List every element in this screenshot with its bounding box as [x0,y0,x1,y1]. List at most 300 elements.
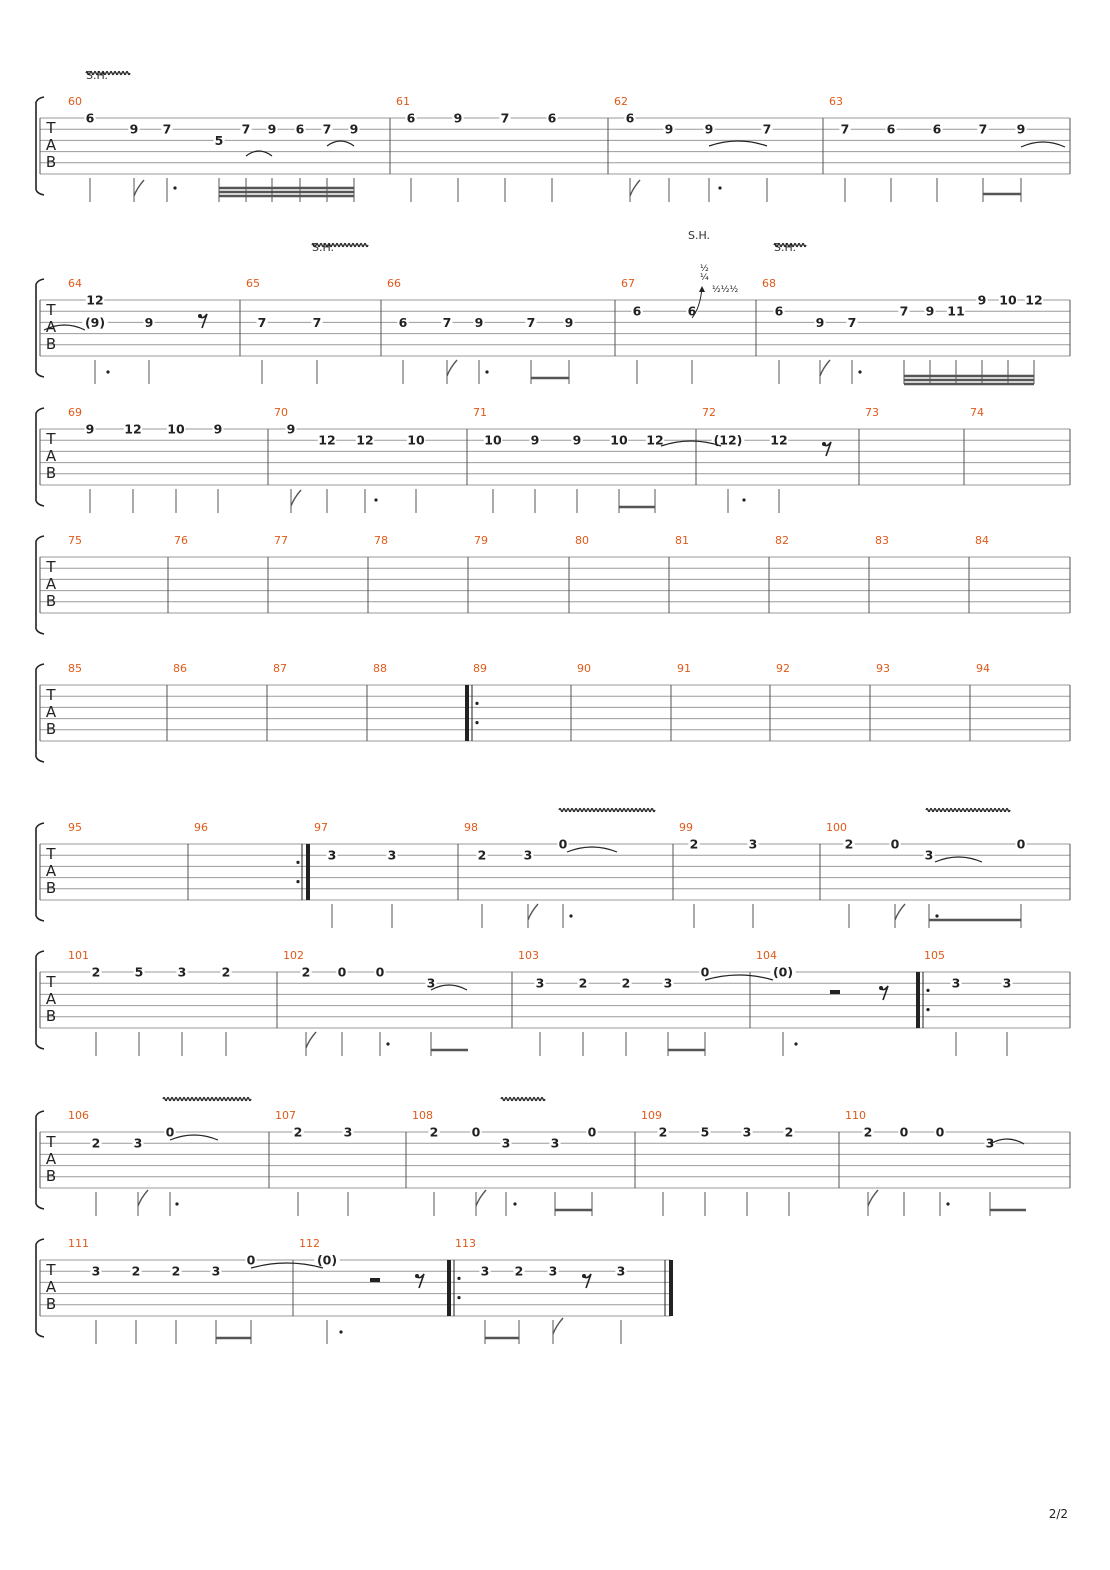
measure-number: 105 [924,949,945,962]
note-flag [291,490,301,506]
measure [406,1109,598,1216]
measure [869,534,889,613]
measure [296,821,397,928]
fret-number: 3 [548,1263,558,1279]
technique-label-sh: S.H. [774,241,797,254]
fret-number: 7 [840,121,850,137]
fret-number: 9 [815,314,825,330]
measure [458,821,569,928]
fret-number: 5 [700,1124,710,1140]
fret-number: 7 [257,314,267,330]
measure-number: 86 [173,662,187,675]
tab-clef-letter: T [46,1133,56,1151]
tie-arc [251,1263,323,1268]
augmentation-dot [794,1042,797,1045]
fret-number: 9 [267,121,277,137]
fret-number: 0 [337,964,347,980]
fret-number: 12 [356,432,374,448]
tab-system [36,406,1070,513]
fret-number: 7 [899,303,909,319]
tab-clef-letter: B [45,464,57,482]
fret-number: 0 [375,964,385,980]
fret-number: 3 [426,975,436,991]
measure-number: 109 [641,1109,662,1122]
measure-number: 64 [68,277,82,290]
note-flag [820,360,830,376]
repeat-dot [475,721,478,724]
fret-number: 2 [293,1124,303,1140]
measure-number: 94 [976,662,990,675]
fret-number: 6 [632,303,642,319]
fret-number: 0 [935,1124,945,1140]
fret-number: 2 [91,1135,101,1151]
measure-number: 62 [614,95,628,108]
fret-number: 3 [387,847,397,863]
repeat-dot [457,1296,460,1299]
measure-number: 106 [68,1109,89,1122]
measure [367,662,387,741]
tie-arc [170,1135,218,1140]
measure-number: 103 [518,949,539,962]
tie-arc [1021,142,1065,147]
tie-arc [705,975,773,980]
measure-number: 102 [283,949,304,962]
measure-number: 78 [374,534,388,547]
augmentation-dot [173,186,176,189]
fret-number: 12 [124,421,142,437]
half-rest [830,990,840,994]
measure [770,662,790,741]
fret-number: 12 [318,432,336,448]
tab-clef-letter: A [45,136,57,154]
repeat-start-barline [916,972,920,1028]
repeat-dot [926,989,929,992]
measure [447,1237,627,1344]
fret-number: 0 [899,1124,909,1140]
fret-number: 12 [770,432,788,448]
measure-number: 63 [829,95,843,108]
tab-system [36,949,1070,1056]
measure [293,1237,340,1344]
measure-number: 87 [273,662,287,675]
measure-number: 81 [675,534,689,547]
fret-number: 12 [646,432,664,448]
note-flag [306,1032,316,1048]
measure [750,949,796,1056]
fret-number: 12 [1025,292,1043,308]
fret-number: 6 [406,110,416,126]
measure-number: 100 [826,821,847,834]
fret-number: 2 [658,1124,668,1140]
repeat-dot [457,1277,460,1280]
fret-number: 6 [398,314,408,330]
vibrato-icon [926,809,1010,812]
fret-number: 7 [847,314,857,330]
fret-number: 2 [621,975,631,991]
measure-number: 85 [68,662,82,675]
repeat-dot [475,702,478,705]
fret-number: 7 [162,121,172,137]
fret-number: 0 [700,964,710,980]
tab-clef-letter: T [46,973,56,991]
augmentation-dot [569,914,572,917]
tie-arc [327,141,354,146]
measure-number: 83 [875,534,889,547]
fret-number: (0) [316,1252,338,1268]
augmentation-dot [374,498,377,501]
augmentation-dot [718,186,721,189]
fret-number: 6 [932,121,942,137]
fret-number: 6 [85,110,95,126]
fret-number: 0 [558,836,568,852]
repeat-start-barline [447,1260,451,1316]
fret-number: 7 [312,314,322,330]
fret-number: 11 [947,303,965,319]
eighth-rest-dot [879,986,883,990]
fret-number: 9 [704,121,714,137]
tab-system [36,229,1070,384]
fret-number: 3 [924,847,934,863]
measure-number: 74 [970,406,984,419]
fret-number: (9) [84,314,106,330]
tab-clef-letter: B [45,1295,57,1313]
note-flag [553,1318,563,1334]
fret-number: 3 [177,964,187,980]
measure-number: 104 [756,949,777,962]
measure-number: 97 [314,821,328,834]
augmentation-dot [742,498,745,501]
note-flag [447,360,457,376]
technique-label-sh: S.H. [312,241,335,254]
measure [615,277,698,384]
tab-clef-letter: A [45,318,57,336]
tab-clef-letter: B [45,335,57,353]
measure [267,662,287,741]
fret-number: 7 [241,121,251,137]
fret-number: 2 [477,847,487,863]
note-flag [868,1190,878,1206]
fret-number: 2 [863,1124,873,1140]
fret-number: 10 [484,432,502,448]
tab-clef-letter: T [46,301,56,319]
fret-number: 2 [514,1263,524,1279]
measure-number: 111 [68,1237,89,1250]
measure-number: 108 [412,1109,433,1122]
fret-number: (12) [713,432,743,448]
fret-number: 3 [748,836,758,852]
tab-clef-letter: T [46,558,56,576]
augmentation-dot [106,370,109,373]
measure [269,1109,354,1216]
bend-amount-label: ¼ [700,273,709,283]
measure [368,534,388,613]
measure [571,662,591,741]
measure [823,95,1027,202]
vibrato-icon [501,1098,545,1101]
measure [569,534,589,613]
measure-number: 89 [473,662,487,675]
measure-number: 66 [387,277,401,290]
augmentation-dot [858,370,861,373]
fret-number: 6 [295,121,305,137]
tab-clef-letter: B [45,1167,57,1185]
fret-number: 6 [774,303,784,319]
augmentation-dot [339,1330,342,1333]
fret-number: 7 [442,314,452,330]
repeat-start-barline [465,685,469,741]
fret-number: 2 [301,964,311,980]
fret-number: 10 [610,432,628,448]
measure [390,95,558,202]
augmentation-dot [386,1042,389,1045]
fret-number: 9 [564,314,574,330]
measure [240,277,323,384]
measure [381,277,575,384]
measure [970,662,990,741]
tie-arc [567,847,617,852]
tab-clef-letter: T [46,119,56,137]
repeat-end-barline [306,844,310,900]
measure-number: 110 [845,1109,866,1122]
note-flag [138,1190,148,1206]
measure-number: 70 [274,406,288,419]
tab-system [36,821,1070,928]
fret-number: 5 [134,964,144,980]
tab-clef-letter: T [46,430,56,448]
measure [40,1109,176,1216]
fret-number: 2 [689,836,699,852]
fret-number: 0 [587,1124,597,1140]
tab-system [36,662,1070,762]
bend-amount-label: ½½½ [712,285,739,295]
bend-amount-label: ½ [700,264,709,274]
note-flag [630,180,640,196]
measure [859,406,879,485]
fret-number: 3 [327,847,337,863]
measure [40,1237,257,1344]
fret-number: 6 [547,110,557,126]
tab-system [36,1237,673,1344]
vibrato-icon [163,1098,251,1101]
fret-number: 10 [167,421,185,437]
measure-number: 99 [679,821,693,834]
measure-number: 88 [373,662,387,675]
fret-number: 3 [985,1135,995,1151]
fret-number: 0 [890,836,900,852]
measure-number: 61 [396,95,410,108]
measure [40,277,155,384]
fret-number: 9 [213,421,223,437]
fret-number: 9 [129,121,139,137]
fret-number: 6 [625,110,635,126]
tab-clef-letter: A [45,1278,57,1296]
augmentation-dot [175,1202,178,1205]
measure-number: 92 [776,662,790,675]
note-flag [134,180,144,196]
repeat-dot [296,861,299,864]
fret-number: 7 [322,121,332,137]
measure-number: 76 [174,534,188,547]
fret-number: 2 [784,1124,794,1140]
vibrato-icon [559,809,655,812]
fret-number: 9 [664,121,674,137]
measure [870,662,890,741]
measure [964,406,984,485]
measure-number: 101 [68,949,89,962]
measure [268,534,288,613]
fret-number: 3 [480,1263,490,1279]
fret-number: 3 [742,1124,752,1140]
technique-label-sh: S.H. [86,69,109,82]
measure-number: 73 [865,406,879,419]
page-number: 2/2 [1048,1507,1068,1521]
fret-number: 6 [886,121,896,137]
fret-number: 3 [951,975,961,991]
augmentation-dot [513,1202,516,1205]
fret-number: 3 [91,1263,101,1279]
fret-number: 2 [429,1124,439,1140]
measure-number: 91 [677,662,691,675]
measure-number: 77 [274,534,288,547]
fret-number: 3 [1002,975,1012,991]
fret-number: 7 [978,121,988,137]
fret-number: 9 [1016,121,1026,137]
measure-number: 69 [68,406,82,419]
measure [969,534,989,613]
tab-clef-letter: A [45,990,57,1008]
measure-number: 79 [474,534,488,547]
fret-number: 0 [246,1252,256,1268]
measure [769,534,789,613]
fret-number: 2 [171,1263,181,1279]
fret-number: 9 [530,432,540,448]
measure [916,949,1013,1056]
tab-system [36,69,1070,202]
fret-number: 9 [286,421,296,437]
eighth-rest-dot [822,442,826,446]
bend-arrowhead-icon [699,286,705,292]
tab-clef-letter: B [45,592,57,610]
fret-number: 9 [977,292,987,308]
measure-number: 75 [68,534,82,547]
fret-number: 3 [523,847,533,863]
fret-number: 9 [925,303,935,319]
tab-clef-letter: T [46,845,56,863]
tab-clef-letter: B [45,879,57,897]
augmentation-dot [935,914,938,917]
measure [468,534,488,613]
measure [820,821,1027,928]
measure [696,406,788,513]
tab-clef-letter: T [46,1261,56,1279]
measure-number: 113 [455,1237,476,1250]
eighth-rest-dot [198,314,202,318]
measure-number: 112 [299,1237,320,1250]
fret-number: 3 [550,1135,560,1151]
fret-number: 2 [221,964,231,980]
measure [671,662,691,741]
measure-number: 71 [473,406,487,419]
fret-number: 9 [349,121,359,137]
fret-number: 10 [999,292,1017,308]
eighth-rest-dot [415,1274,419,1278]
measure [188,821,208,900]
measure-number: 93 [876,662,890,675]
tab-system [36,1109,1070,1216]
fret-number: 9 [144,314,154,330]
tie-arc [709,141,767,146]
tab-clef-letter: A [45,1150,57,1168]
measure [268,406,425,513]
fret-number: 10 [407,432,425,448]
fret-number: 3 [535,975,545,991]
fret-number: 3 [616,1263,626,1279]
measure [40,949,232,1056]
tab-clef-letter: A [45,575,57,593]
measure-number: 67 [621,277,635,290]
measure [673,821,759,928]
measure [167,662,187,741]
fret-number: 0 [165,1124,175,1140]
measure-number: 72 [702,406,716,419]
note-flag [476,1190,486,1206]
eighth-rest-dot [582,1274,586,1278]
measure [512,949,711,1056]
fret-number: 3 [663,975,673,991]
fret-number: 6 [687,303,697,319]
augmentation-dot [946,1202,949,1205]
tab-clef-letter: A [45,703,57,721]
tab-clef-letter: B [45,720,57,738]
measure-number: 82 [775,534,789,547]
tie-arc [935,857,982,862]
measure [465,662,487,741]
augmentation-dot [485,370,488,373]
fret-number: 3 [343,1124,353,1140]
note-flag [528,904,538,920]
measure [277,949,437,1056]
measure-number: 96 [194,821,208,834]
measure [839,1109,996,1216]
measure [756,277,1043,384]
measure-number: 90 [577,662,591,675]
repeat-dot [296,880,299,883]
tab-clef-letter: T [46,686,56,704]
fret-number: 3 [211,1263,221,1279]
fret-number: 12 [86,292,104,308]
fret-number: 7 [500,110,510,126]
fret-number: 0 [471,1124,481,1140]
measure-number: 107 [275,1109,296,1122]
tab-clef-letter: B [45,153,57,171]
measure [669,534,689,613]
half-rest [370,1278,380,1282]
tab-clef-letter: B [45,1007,57,1025]
measure [608,95,773,202]
measure-number: 68 [762,277,776,290]
measure-number: 60 [68,95,82,108]
fret-number: 3 [133,1135,143,1151]
fret-number: 9 [572,432,582,448]
fret-number: 9 [453,110,463,126]
measure [168,534,188,613]
fret-number: 2 [131,1263,141,1279]
measure-number: 80 [575,534,589,547]
fret-number: 0 [1016,836,1026,852]
measure-number: 95 [68,821,82,834]
tab-clef-letter: A [45,862,57,880]
tab-clef-letter: A [45,447,57,465]
